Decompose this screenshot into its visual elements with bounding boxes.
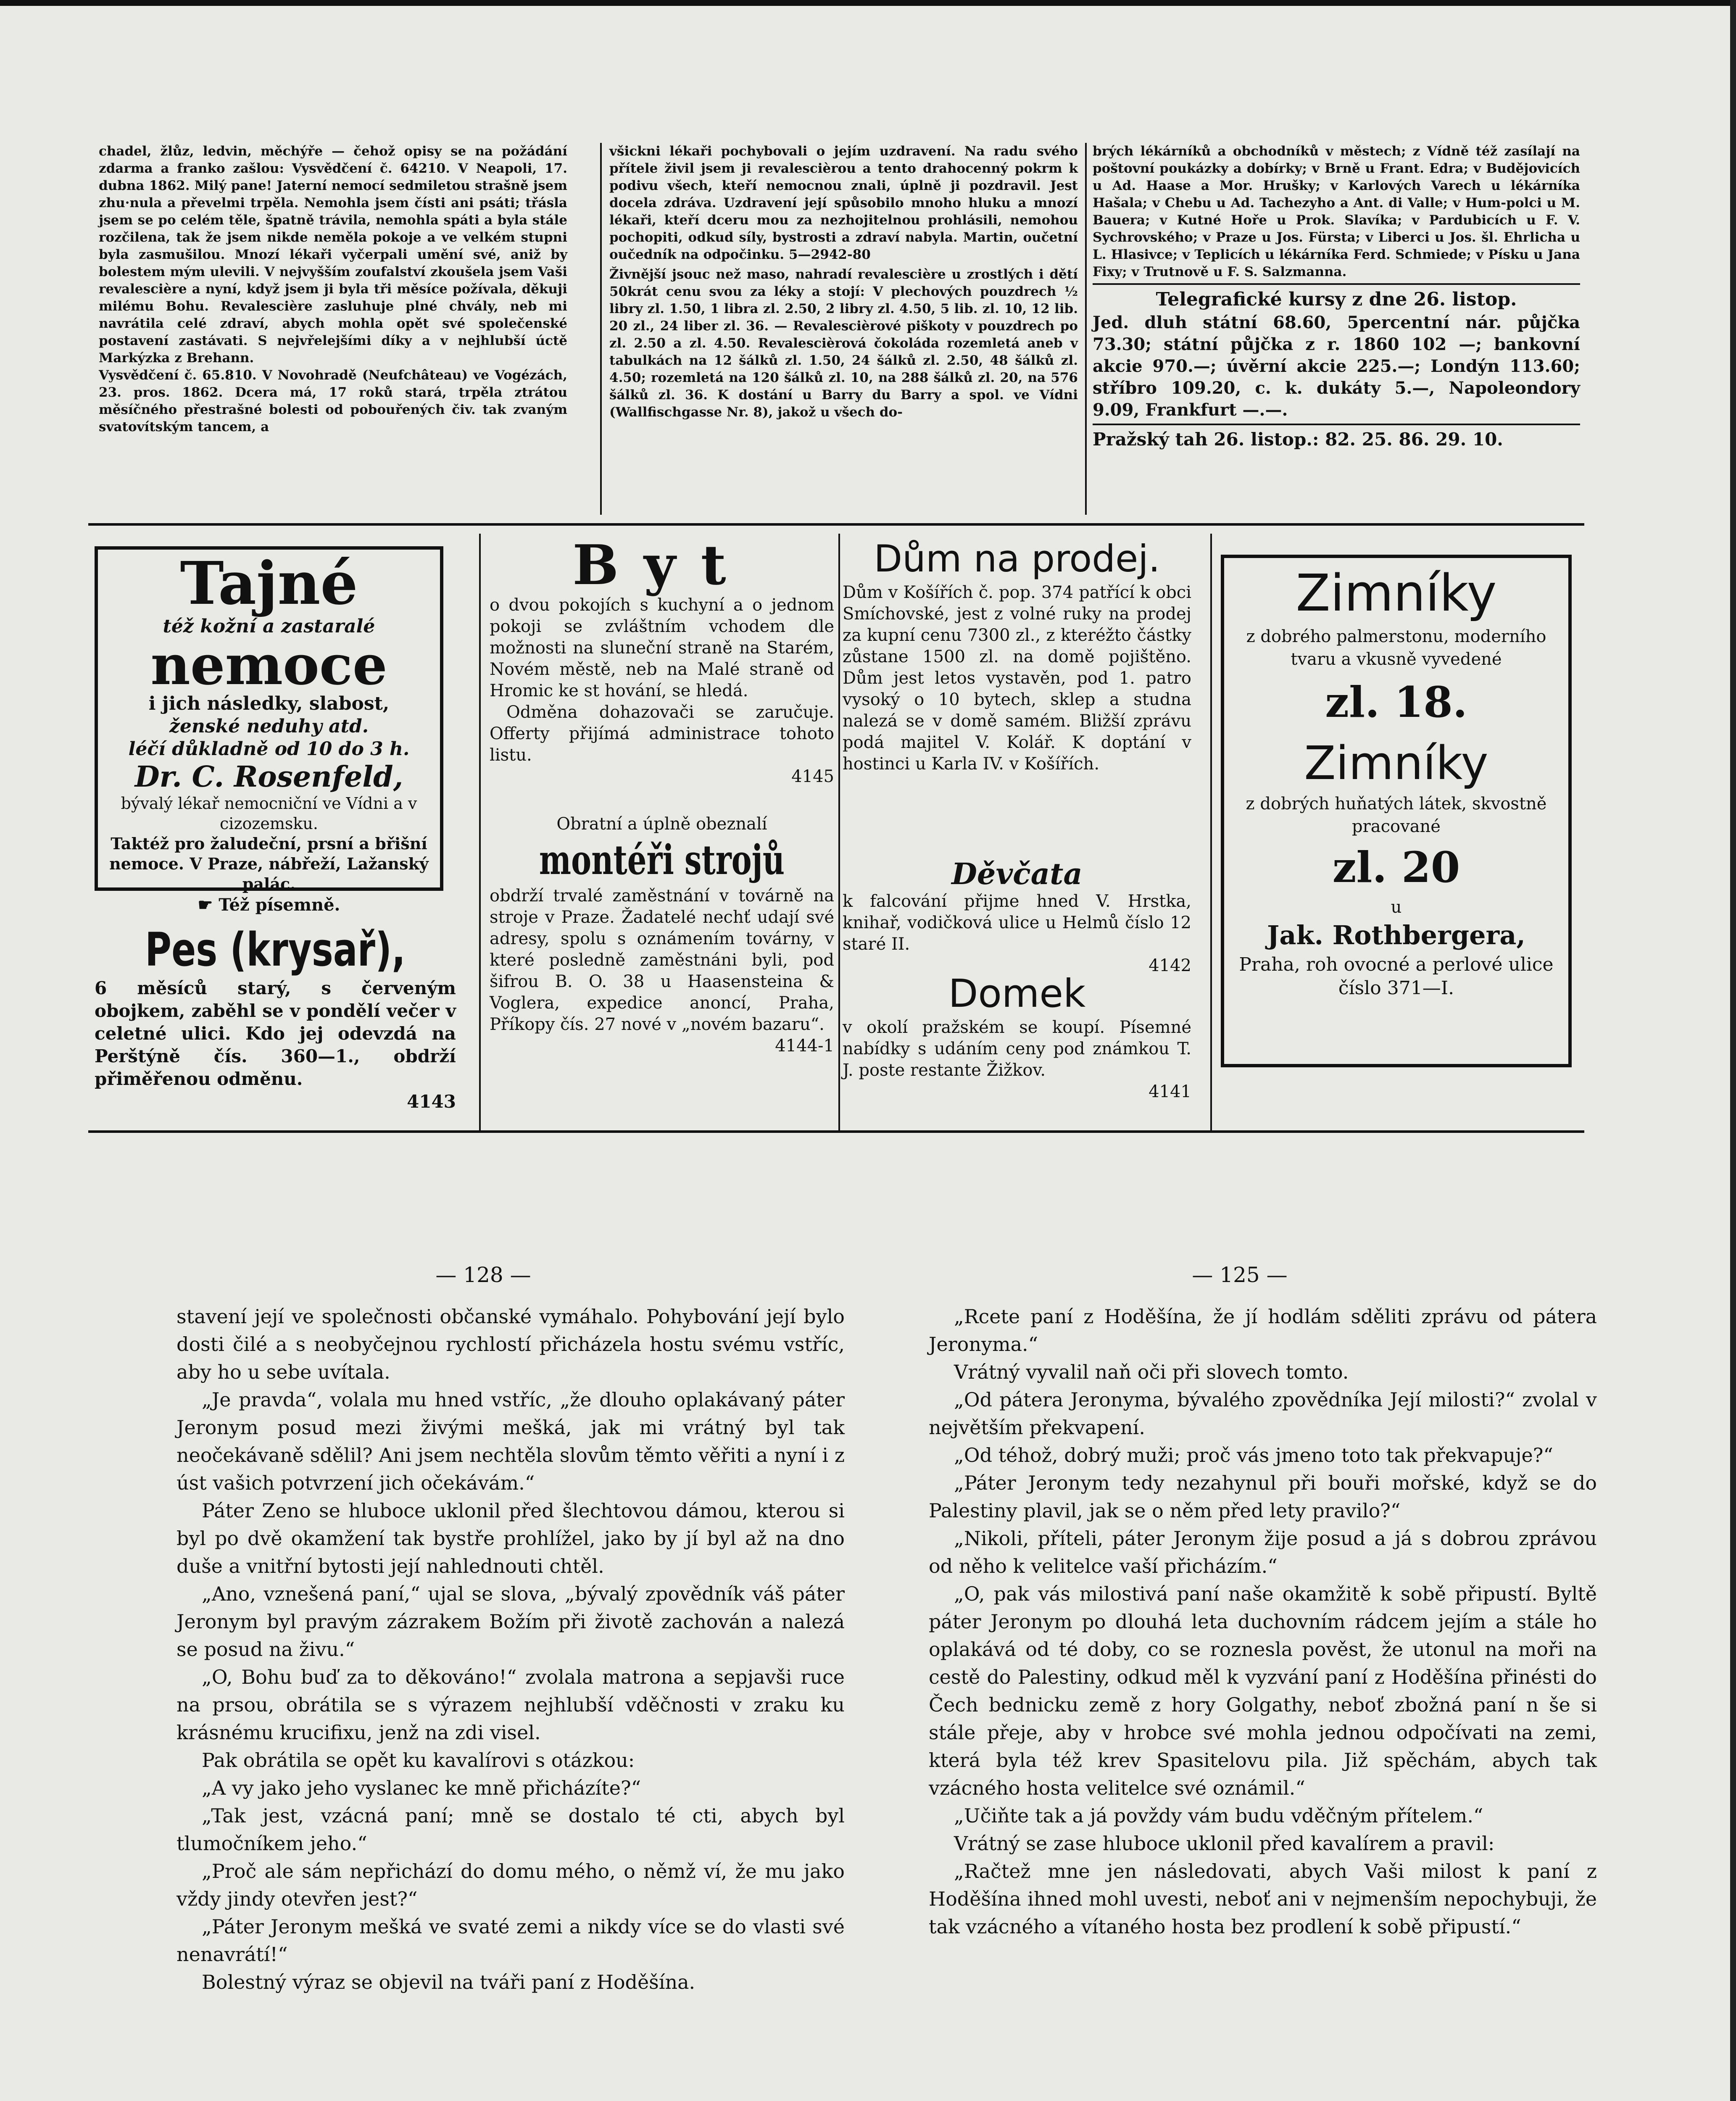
- ad-title: Pes (krysař),: [145, 923, 406, 977]
- ad-title: Tajné: [180, 549, 358, 618]
- ad-byt: [490, 533, 834, 787]
- page-edge-right: [1730, 0, 1736, 2101]
- story-paragraph: „Račtež mne jen následovati, abych Vaši milost k paní z Hoděšína ihned mohl uvesti, neboť ani v nejmenším nepochybuji, že tak vzácného a vítaného hosta bez prodlení k sobě připustí.“: [929, 1860, 1597, 1938]
- ad-line: léčí důkladně od 10 do 3 h.: [128, 738, 410, 760]
- top-col-2: všickni lékaři pochybovali o jejím uzdravení. Na radu svého přítele živil jsem ji revalescièrou a tento drahocenný pokrm k podivu všech, kteří nemocnou znali, úplně ji pozdravil. Jest docela zdráva. Uzdravení její spůsobilo mnoho hluku a mnozí lékaři, kteří dceru mou za nezhojitelnou prohlásili, nemohou pochopiti, odkud síly, bystrosti a zdraví nabyla. Martin, oučetní oučedník na odpočinku. 5—2942-80 Živnější jsouc než maso, nahradí revalescière u zrostlých i dětí 50krát cenu svou za léky a stojí: V plechových pouzdrech ½ libry zl. 1.50, 1 libra zl. 2.50, 2 libry zl. 4.50, 5 lib. zl. 10, 12 lib. 20 zl., 24 liber zl. 36. — Revalescièrové piškoty v pouzdrech po zl. 2.50 a zl. 4.50. Revalescièrová čokoláda rozemletá aneb v tabulkách na 12 šálků zl. 1.50, 24 šálků zl. 2.50, 48 šálků zl. 4.50; rozemletá na 120 šálků zl. 10, na 288 šálků zl. 20, na 576 šálků zl. 36. K dostání u Barry du Barry a spol. ve Vídni (Wallfischgasse Nr. 8), jakož u všech do-: [609, 144, 1078, 420]
- story-paragraph: „Od téhož, dobrý muži; proč vás jmeno toto tak překvapuje?“: [954, 1444, 1553, 1466]
- ad-line: ženské neduhy atd.: [169, 716, 369, 737]
- ad-monteri: [490, 813, 834, 1057]
- ad-zimniky: [1221, 555, 1572, 1067]
- ad-number: 4143: [407, 1091, 456, 1112]
- ad-footer: ☛ Též písemně.: [198, 895, 340, 915]
- ad-title: Zimníky: [1304, 736, 1488, 790]
- pointing-hand-icon: ☛: [198, 895, 219, 915]
- ad-number: 4142: [1149, 956, 1191, 975]
- ad-title: Zimníky: [1296, 564, 1497, 623]
- ad-title: Domek: [948, 971, 1086, 1016]
- story-paragraph: „Je pravda“, volala mu hned vstříc, „že dlouho oplakávaný páter Jeronym posud mezi živými mešká, jak mi vrátný byl tak neočekávaně sdělil? Ani jsem nechtěla slovům těmto věřiti a nyní i z úst vašich potvrzení jich očekávám.“: [176, 1388, 845, 1494]
- story-paragraph: „O, pak vás milostivá paní naše okamžitě k sobě připustí. Byltě páter Jeronym po dlouhá leta duchovním rádcem jejím a stále ho oplakává od té doby, co se roznesla pověst, že utonul na moři na cestě do Palestiny, odkud měl k vyzvání paní z Hoděšína přinésti do Čech bednicku země z hory Golgathy, neboť zbožná paní n še si stále přeje, aby v hrobce své mohla jednou odpočívati na zemi, která byla též krev Spasitelovu pila. Již spěchám, abych tak vzácného hosta velitelce své oznámil.“: [929, 1582, 1597, 1799]
- ad-text: o dvou pokojích s kuchyní a o jednom pokoji se zvláštním vchodem dle možnosti na sluneční straně na Starém, Novém městě, neb na Malé straně od Hromic ke st hování, se hledá.: [490, 595, 834, 700]
- story-paragraph: Pak obrátila se opět ku kavalírovi s otázkou:: [202, 1749, 635, 1772]
- section-rule: [1093, 424, 1580, 425]
- story-paragraph: „Učiňte tak a já povždy vám budu vděčným přítelem.“: [954, 1804, 1483, 1827]
- story-paragraph: „A vy jako jeho vyslanec ke mně přicházíte?“: [202, 1777, 641, 1799]
- ad-subtitle: z dobrých huňatých látek, skvostně pracované: [1246, 794, 1547, 836]
- left-page-text: [176, 1303, 845, 1996]
- ad-price: zl. 20: [1332, 843, 1460, 892]
- ad-line: u: [1391, 898, 1402, 917]
- story-paragraph: „Páter Jeronym mešká ve svaté zemi a nikdy více se do vlasti své nenavrátí!“: [176, 1915, 845, 1966]
- ad-price: zl. 18.: [1325, 677, 1467, 727]
- story-paragraph: „Tak jest, vzácná paní; mně se dostalo té cti, abych byl tlumočníkem jeho.“: [176, 1804, 845, 1855]
- ad-address: Praha, roh ovocné a perlové ulice číslo 371—I.: [1239, 954, 1554, 999]
- ad-big-word: nemoce: [150, 633, 387, 697]
- ad-number: 4144-1: [775, 1036, 834, 1056]
- ad-devcata: [843, 857, 1191, 977]
- right-page-text: [929, 1303, 1597, 1940]
- ad-text: Dům v Košířích č. pop. 374 patřící k obci Smíchovské, jest z volné ruky na prodej za kupní cenu 7300 zl., z kteréžto částky zůstane 1500 zl. na domě pojištěno. Dům jest letos vystavěn, pod 1. patro vysoký o 10 bytech, sklep a studna nalezá se v domě samém. Bližší zprávu podá majitel V. Kolář. K doptání v hostinci u Karla IV. v Košířích.: [843, 583, 1191, 774]
- ad-pes: [95, 922, 456, 1113]
- ad-doctor: Dr. C. Rosenfeld,: [134, 760, 403, 794]
- bottom-ad-rule: [88, 1130, 1584, 1133]
- ad-divider: [479, 534, 481, 1130]
- kurs-text: Jed. dluh státní 68.60, 5percentní nár. půjčka 73.30; státní půjčka z r. 1860 102 —; bankovní akcie 970.—; úvěrní akcie 225.—; Londýn 113.60; stříbro 109.20, c. k. dukáty 5.—, Napoleondory 9.09, Frankfurt —.—.: [1093, 313, 1580, 420]
- ad-number: 4141: [1149, 1082, 1191, 1101]
- ad-line: Taktéž pro žaludeční, prsní a břišní nemoce. V Praze, nábřeží, Lažanský palác.: [109, 834, 429, 893]
- section-rule: [1093, 283, 1580, 285]
- ad-text: k falcování přijme hned V. Hrstka, knihař, vodičková ulice u Helmů číslo 12 staré II.: [843, 892, 1191, 954]
- ad-line: i jich následky, slabost,: [148, 693, 390, 714]
- left-page-number: — 128 —: [435, 1263, 531, 1287]
- ad-line: bývalý lékař nemocniční ve Vídni a v cizozemsku.: [121, 794, 417, 833]
- story-paragraph: „Proč ale sám nepřichází do domu mého, o němž ví, že mu jako vždy jindy otevřen jest?“: [176, 1860, 845, 1910]
- ad-text: v okolí pražském se koupí. Písemné nabídky s udáním ceny pod známkou T. J. poste restante Žižkov.: [843, 1018, 1191, 1080]
- right-page-number: — 125 —: [1192, 1263, 1288, 1287]
- ad-divider: [838, 534, 840, 1130]
- ad-subtitle: z dobrého palmerstonu, moderního tvaru a vkusně vyvedené: [1246, 627, 1546, 669]
- lottery-result: Pražský tah 26. listop.: 82. 25. 86. 29. 10.: [1093, 429, 1503, 450]
- story-paragraph: Bolestný výraz se objevil na tváři paní z Hoděšína.: [202, 1971, 695, 1993]
- story-paragraph: „Rcete paní z Hoděšína, že jí hodlám sděliti zprávu od pátera Jeronyma.“: [929, 1305, 1597, 1356]
- ad-title: Děvčata: [951, 856, 1083, 891]
- ad-text: obdrží trvalé zaměstnání v továrně na stroje v Praze. Žadatelé nechť udají své adresy, spolu s oznámením továrny, v které posledně zaměstnáni byli, pod šifrou B. O. 38 u Haasensteina & Voglera, expedice anoncí, Praha, Příkopy čís. 27 nové v „novém bazaru“.: [490, 886, 834, 1034]
- page-edge-top: [0, 0, 1736, 6]
- story-paragraph: „Nikoli, příteli, páter Jeronym žije posud a já s dobrou zprávou od něho k velitelce vaší přicházím.“: [929, 1527, 1597, 1577]
- story-paragraph: „O, Bohu buď za to děkováno!“ zvolala matrona a sepjavši ruce na prsou, obrátila se s výrazem nejhlubší vděčnosti v zraku ku krásnému krucifixu, jenž na zdi visel.: [176, 1666, 845, 1744]
- ad-domek: [843, 971, 1191, 1103]
- ad-number: 4145: [791, 767, 834, 786]
- ad-divider: [1210, 534, 1212, 1130]
- ad-text: Odměna dohazovači se zaručuje. Offerty přijímá administrace tohoto listu.: [490, 703, 834, 765]
- story-paragraph: „Od pátera Jeronyma, bývalého zpovědníka Její milosti?“ zvolal v největším překvapení.: [929, 1388, 1597, 1439]
- ad-tajne-nemoce: [95, 546, 443, 915]
- col-divider: [600, 143, 602, 515]
- ad-title: Byt: [572, 533, 751, 597]
- story-paragraph: Páter Zeno se hluboce uklonil před šlechtovou dámou, kterou si byl po dvě okamžení tak bystře prohlížel, jako by jí byl až na dno duše a vnitřní bytosti její nahlednouti chtěl.: [176, 1499, 845, 1577]
- story-paragraph: „Ano, vznešená paní,“ ujal se slova, „bývalý zpovědník váš páter Jeronym byl pravým zázrakem Božím při životě zachován a nalezá se posud na živu.“: [176, 1582, 845, 1661]
- story-paragraph: Vrátný vyvalil naň oči při slovech tomto.: [954, 1361, 1349, 1383]
- ad-line: též kožní a zastaralé: [163, 616, 375, 637]
- top-col-3: [1093, 143, 1580, 451]
- top-col-1: chadel, žlůz, ledvin, měchýře — čehož opisy se na požádání zdarma a franko zašlou: Vysvědčení č. 64210. V Neapoli, 17. dubna 1862. Milý pane! Jaterní nemocí sedmiletou strašně jsem zhu·nula a převelmi trpěla. Nemohla jsem čísti ani psáti; třásla jsem se po celém těle, špatně trávila, nemohla spáti a byla stále rozčilena, tak že jsem nikde neměla pokoje a ve velkém stupni byla zasmušilou. Mnozí lékaři vyčerpali umění své, aniž by bolestem mým ulevili. V nejvyšším zoufalství zkoušela jsem Vaši revalescière a nyní, když jsem ji byla tři měsíce požívala, děkuji milému Bohu. Revalescière zasluhuje plné chvály, neb mi navrátila celé zdraví, abych mohla opět své společenské postavení zastávati. S nejvřelejšími díky a v nejhlubší úctě Markýzka z Brehann. Vysvědčení č. 65.810. V Novohradě (Neufchâteau) ve Vogézách, 23. pros. 1862. Dcera má, 17 roků stará, trpěla ztrátou měsíčného přestrašné bolesti od pobouřených čiv. tak zvaným svatovítským tancem, a: [99, 144, 567, 434]
- ad-firm: Jak. Rothbergera,: [1267, 920, 1525, 950]
- story-paragraph: Vrátný se zase hluboce uklonil před kavalírem a pravil:: [954, 1832, 1495, 1855]
- ad-text: 6 měsíců starý, s červeným obojkem, zaběhl se v pondělí večer v celetné ulici. Kdo jej odevzdá na Perštýně čís. 360—1., obdrží přiměřenou odměnu.: [95, 978, 456, 1089]
- kurs-title: Telegrafické kursy z dne 26. listop.: [1156, 289, 1517, 310]
- ad-pretitle: Obratní a úplně obeznalí: [556, 814, 767, 834]
- story-paragraph: stavení její ve společnosti občanské vymáhalo. Pohybování její bylo dosti čilé a s neobyčejnou rychlostí přicházela hostu svému vstříc, aby ho u sebe uvítala.: [176, 1305, 845, 1383]
- ad-title: montéři strojů: [539, 836, 785, 884]
- col-divider: [1085, 143, 1087, 515]
- ad-title: Dům na prodej.: [874, 537, 1160, 580]
- ad-dum: [843, 536, 1191, 775]
- seller-list: brých lékárníků a obchodníků v městech; z Vídně též zasílají na poštovní poukázky a dobírky; v Brně u Frant. Edra; v Budějovicích u Ad. Haase a Mor. Hrušky; v Karlových Varech u lékárníka Hašala; v Chebu u Ad. Tachezyho a Ant. di Valle; v Hum-polci u M. Bauera; v Kutné Hoře u Prok. Slavíka; v Pardubicích u F. V. Sychrovského; v Praze u Jos. Fürsta; v Liberci u Jos. šl. Ehrlicha u L. Hlasivce; v Teplicích u lékárníka Ferd. Schmiede; v Písku u Jana Fixy; v Trutnově u F. S. Salzmanna.: [1093, 144, 1580, 279]
- top-section-rule: [88, 523, 1584, 526]
- story-paragraph: „Páter Jeronym tedy nezahynul při bouři mořské, když se do Palestiny plavil, jak se o něm před lety pravilo?“: [929, 1472, 1597, 1522]
